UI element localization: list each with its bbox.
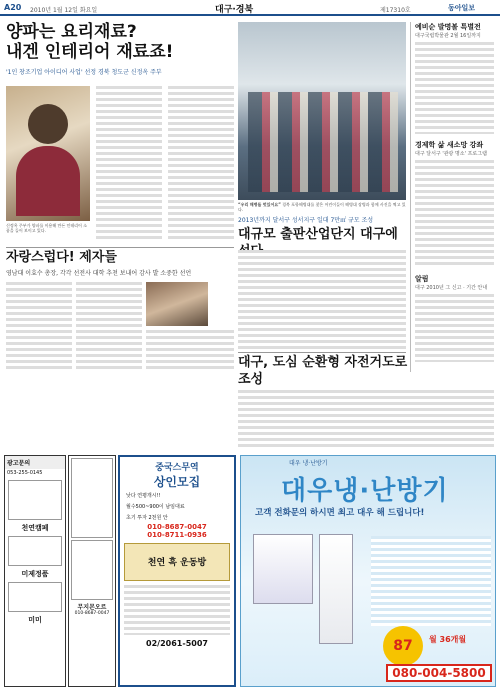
students-subtitle: 영남대 이효수 총장, 각각 선전사 대학 추천 보내어 감사 발 소중한 선언 bbox=[6, 270, 192, 277]
ad-phone-number[interactable]: 080-004-5800 bbox=[386, 664, 492, 682]
headline-line1: 양파는 요리재료? bbox=[6, 22, 137, 42]
side-item2-sub: 대구 달서구 '관광 명소' 프로그램 bbox=[415, 151, 487, 157]
publishing-article-head bbox=[238, 215, 406, 247]
side-item1-body bbox=[415, 42, 494, 134]
market-ad-body bbox=[124, 585, 230, 635]
market-ad-title1: 중국스무역 bbox=[155, 463, 199, 473]
onion-craft-photo bbox=[6, 86, 90, 221]
person-head-shape bbox=[28, 104, 68, 144]
ad-slogan: 고객 전화문의 하시면 최고 대우 해 드립니다! bbox=[255, 508, 425, 518]
marines-photo-caption bbox=[238, 202, 406, 214]
market-ad-phone2: 010-8711-0936 bbox=[147, 531, 207, 539]
ac-heater-ad bbox=[240, 455, 496, 687]
classifieds-column-2 bbox=[68, 455, 116, 687]
side-item3-title: 알림 bbox=[415, 275, 429, 283]
market-ad bbox=[118, 455, 236, 687]
classified-box-5 bbox=[71, 540, 113, 600]
page-number: A20 bbox=[4, 3, 22, 12]
classified-box-2 bbox=[8, 536, 62, 566]
side-column bbox=[410, 22, 494, 372]
market-ad-item: 초기 투자 2천원 안 bbox=[126, 515, 168, 521]
classifieds-column bbox=[4, 455, 66, 687]
ad-body-text bbox=[371, 536, 491, 626]
publisher-logo: 동아일보 bbox=[448, 4, 476, 12]
marines-caption-text: 경북 포항해병대를 찾은 어린이들이 해병대 장병과 함께 사진을 찍고 있다. bbox=[238, 202, 406, 212]
classified-title-2: 미제정품 bbox=[21, 570, 49, 578]
market-ad-title2: 상인모집 bbox=[153, 475, 201, 489]
market-ad-brand: 천연 흑 운동방 bbox=[124, 543, 230, 581]
students-photo bbox=[146, 282, 208, 326]
ad-headline: 대우냉·난방기 bbox=[281, 476, 449, 506]
market-ad-phone3: 02/2061-5007 bbox=[146, 639, 208, 648]
onion-article-body-col1 bbox=[96, 86, 162, 240]
market-ad-phone: 010-8687-0047 bbox=[147, 523, 207, 531]
divider bbox=[6, 247, 234, 248]
stand-unit-shape bbox=[319, 534, 353, 644]
marines-caption-title: “우리 해병들 멋있어요” bbox=[238, 202, 281, 207]
edition-number: 제17310호 bbox=[380, 7, 411, 14]
marines-photo bbox=[238, 22, 406, 200]
classified-title-4: 무지몬오르 bbox=[77, 604, 107, 611]
classified-title-3: 미미 bbox=[28, 616, 42, 624]
classifieds-phone: 053-255-0145 bbox=[7, 470, 43, 476]
article-students-head bbox=[6, 250, 236, 280]
classified-box-1 bbox=[8, 480, 62, 520]
side-item2-body bbox=[415, 160, 494, 268]
students-headline: 자랑스럽다! 제자들 bbox=[6, 250, 117, 265]
page-header bbox=[0, 0, 500, 16]
children-group-shape bbox=[248, 92, 398, 192]
ad-top-label: 대우 냉·난방기 bbox=[289, 460, 328, 467]
publishing-article-body bbox=[238, 250, 406, 350]
classified-box-3 bbox=[8, 582, 62, 612]
side-item1-title: 예비순 발명볼 특별전 bbox=[415, 23, 481, 31]
divider bbox=[238, 352, 406, 353]
article-onion-headline bbox=[6, 22, 231, 80]
cycle-article-head bbox=[238, 354, 410, 388]
person-body-shape bbox=[16, 146, 80, 216]
classified-title-1: 천연캠페 bbox=[21, 524, 49, 532]
students-body-col2 bbox=[76, 282, 142, 372]
onion-article-body-col2 bbox=[168, 86, 234, 240]
side-item3-body: 대구 2010년 그 신고 · 기간 안내 bbox=[415, 285, 488, 291]
cycle-article-body bbox=[238, 390, 494, 450]
headline-line2: 내겐 인테리어 재료죠! bbox=[6, 42, 174, 62]
cycle-headline: 대구, 도심 순환형 자전거도로 조성 bbox=[238, 355, 408, 387]
percent-badge: 87 bbox=[383, 626, 423, 666]
issue-date: 2010년 1월 12일 화요일 bbox=[30, 7, 98, 14]
market-ad-item: 낮다 연평개시!! bbox=[126, 493, 161, 499]
publishing-subtitle: 2013년까지 달서구 성서지구 일대 7만㎡ 규모 조성 bbox=[238, 217, 374, 224]
side-item3-list bbox=[415, 294, 494, 362]
students-body-col3 bbox=[146, 330, 234, 372]
publishing-headline: 대규모 출판산업단지 대구에 bbox=[238, 227, 398, 242]
ac-unit-shape bbox=[253, 534, 313, 604]
classified-box-4 bbox=[71, 458, 113, 538]
classified-phone-2: 010-8687-0047 bbox=[74, 611, 110, 616]
classifieds-header: 광고문의 bbox=[5, 456, 65, 469]
installment-badge: 월 36개월 bbox=[429, 635, 467, 644]
students-body-col1 bbox=[6, 282, 72, 372]
side-item1-sub: 대구국립박물관 2월 16일까지 bbox=[415, 33, 481, 39]
onion-photo-caption: 신정옥 주부가 양파를 이용해 만든 인테리어 소품을 들어 보이고 있다. bbox=[6, 223, 88, 233]
section-title: 대구·경북 bbox=[215, 5, 254, 15]
article-subtitle: '1인 창조기업 아이디어 사업' 선정 경북 청도군 신정옥 주부 bbox=[6, 69, 162, 76]
market-ad-item: 월수500~900이 남임대료 bbox=[126, 504, 185, 510]
side-item2-title: 경제학 삶 새소망 강좌 bbox=[415, 141, 484, 149]
